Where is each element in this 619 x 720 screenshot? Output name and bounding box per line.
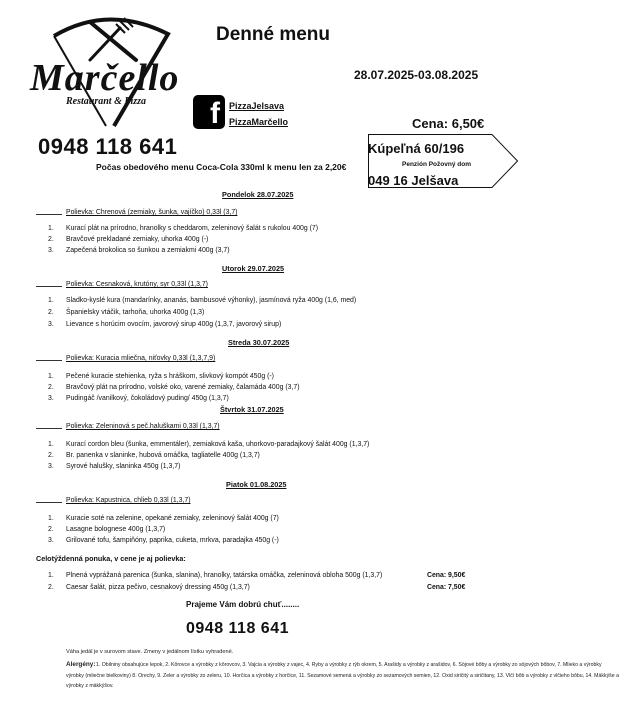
menu-item: Br. panenka v slaninke, hubová omáčka, tagliatelle 400g (1,3,7) (66, 452, 260, 459)
item-number: 3. (48, 395, 54, 402)
item-number: 1. (48, 515, 54, 522)
menu-item: Lasagne bolognese 400g (1,3,7) (66, 526, 166, 533)
menu-price: Cena: 6,50€ (412, 116, 485, 131)
menu-item: Pudingáč /vanilkový, čokoládový puding/ 450g (1,3,7) (66, 395, 229, 402)
address-pension: Penzión Požovný dom (402, 161, 471, 168)
divider (36, 214, 62, 215)
address-city: 049 16 Jelšava (368, 173, 459, 188)
menu-item: Bravčový plát na prírodno, volské oko, varené zemiaky, čalamáda 400g (3,7) (66, 384, 300, 391)
menu-item: Lievance s horúcim ovocím, javorový sirup 400g (1,3,7, javorový sirup) (66, 321, 282, 328)
item-number: 1. (48, 225, 54, 232)
item-number: 2. (48, 384, 54, 391)
brand-name: Marčello (30, 57, 180, 99)
facebook-page-1[interactable]: PizzaJelsava (229, 101, 285, 111)
allergens-list: výrobky z mäkkýšov. (66, 683, 114, 689)
menu-item: Zapečená brokolica so šunkou a zemiakmi 400g (3,7) (66, 247, 230, 254)
facebook-page-2[interactable]: PizzaMarčello (229, 117, 289, 127)
brand-subtitle: Restaurant & Pizza (66, 96, 147, 107)
closing-wish: Prajeme Vám dobrú chuť........ (186, 600, 300, 609)
menu-dates: 28.07.2025-03.08.2025 (354, 68, 479, 82)
menu-item: Syrové halušky, slaninka 450g (1,3,7) (66, 463, 181, 470)
soup-line: Polievka: Zeleninová s peč.haluškami 0,33l (1,3,7) (66, 423, 220, 430)
weekly-item-price: Cena: 9,50€ (427, 572, 466, 579)
menu-item: Bravčové prekladané zemiaky, uhorka 400g (-) (66, 236, 209, 243)
item-number: 1. (48, 373, 54, 380)
menu-item: Španielsky vtáčik, tarhoňa, uhorka 400g (1,3) (66, 309, 205, 316)
allergens-label: Alergény: (66, 661, 96, 668)
soup-line: Polievka: Kuracia mliečna, niťovky 0,33l (1,3,7,9) (66, 355, 216, 362)
item-number: 2. (48, 526, 54, 533)
weekly-item-price: Cena: 7,50€ (427, 584, 466, 591)
day-heading: Pondelok 28.07.2025 (222, 190, 294, 199)
item-number: 3. (48, 321, 54, 328)
facebook-icon: f (193, 95, 225, 129)
menu-item: Pečené kuracie stehienka, ryža s hráškom, slivkový kompót 450g (-) (66, 373, 274, 380)
item-number: 3. (48, 463, 54, 470)
item-number: 1. (48, 441, 54, 448)
item-number: 2. (48, 236, 54, 243)
soup-line: Polievka: Cesnaková, krutóny, syr 0,33l (1,3,7) (66, 281, 208, 288)
menu-item: Kurací cordon bleu (šunka, emmentáler), zemiaková kaša, uhorkovo-paradajkový šalát 400g (1,3,7) (66, 441, 370, 448)
menu-item: Sladko-kyslé kura (mandarínky, ananás, bambusové výhonky), jasmínová ryža 400g (1,6, med) (66, 297, 357, 304)
weight-note: Váha jedál je v surovom stave. Zmeny v jedálnom lístku vyhradené. (66, 649, 234, 655)
day-heading: Piatok 01.08.2025 (226, 480, 287, 489)
weekly-item: Plnená vyprážaná parenica (šunka, slanina), hranolky, tatárska omáčka, zeleninová obloha 500g (1,3,7) (66, 572, 383, 579)
divider (36, 360, 62, 361)
allergens-list: výrobky (mliečne bielkoviny) 8. Orechy, 9. Zeler a výrobky zo zeleru, 10. Horčica a výrobky z horčice, 11. Sezamové semená a výrobky zo sezamových semien, 12. Oxid siričitý a siričitany, 13. Vlčí bôb a výrobky z vlčieho bôbu, 14. Mäkkýše a (66, 673, 619, 679)
item-number: 2. (48, 309, 54, 316)
item-number: 2. (48, 452, 54, 459)
item-number: 3. (48, 537, 54, 544)
item-number: 2. (48, 584, 54, 591)
weekly-item: Caesar šalát, pizza pečivo, cesnakový dressing 450g (1,3,7) (66, 584, 250, 591)
menu-item: Grilované tofu, šampiňóny, paprika, cuketa, mrkva, paradajka 450g (-) (66, 537, 279, 544)
menu-item: Kuracie soté na zelenine, opekané zemiaky, zeleninový šalát 400g (7) (66, 515, 279, 522)
footer-phone: 0948 118 641 (186, 620, 289, 637)
phone-number: 0948 118 641 (38, 134, 178, 159)
weekly-heading: Celotýždenná ponuka, v cene je aj polievka: (36, 554, 186, 563)
item-number: 1. (48, 297, 54, 304)
day-heading: Utorok 29.07.2025 (222, 264, 285, 273)
soup-line: Polievka: Chrenová (zemiaky, šunka, vajíčko) 0,33l (3,7) (66, 209, 238, 216)
page-title: Denné menu (216, 24, 331, 45)
divider (36, 286, 62, 287)
divider (36, 502, 62, 503)
item-number: 3. (48, 247, 54, 254)
address-street: Kúpeľná 60/196 (368, 141, 465, 156)
divider (36, 428, 62, 429)
allergens-list: 1. Obilniny obsahujúce lepok, 2. Kôrovce a výrobky z kôrovcov, 3. Vajcia a výrobky z vajec, 4. Ryby a výrobky z rýb okrem, 5. Arašidy a výrobky z arašidov, 6. Sójové bôby a výrobky zo sójových bôbov, 7. Mlieko a výrobky (96, 662, 602, 668)
cola-offer: Počas obedového menu Coca-Cola 330ml k menu len za 2,20€ (96, 162, 347, 172)
day-heading: Štvrtok 31.07.2025 (220, 405, 284, 414)
item-number: 1. (48, 572, 54, 579)
day-heading: Streda 30.07.2025 (228, 338, 290, 347)
soup-line: Polievka: Kapustnica, chlieb 0,33l (1,3,7) (66, 497, 191, 504)
menu-item: Kurací plát na prírodno, hranolky s cheddarom, zeleninový šalát s rukolou 400g (7) (66, 225, 319, 232)
